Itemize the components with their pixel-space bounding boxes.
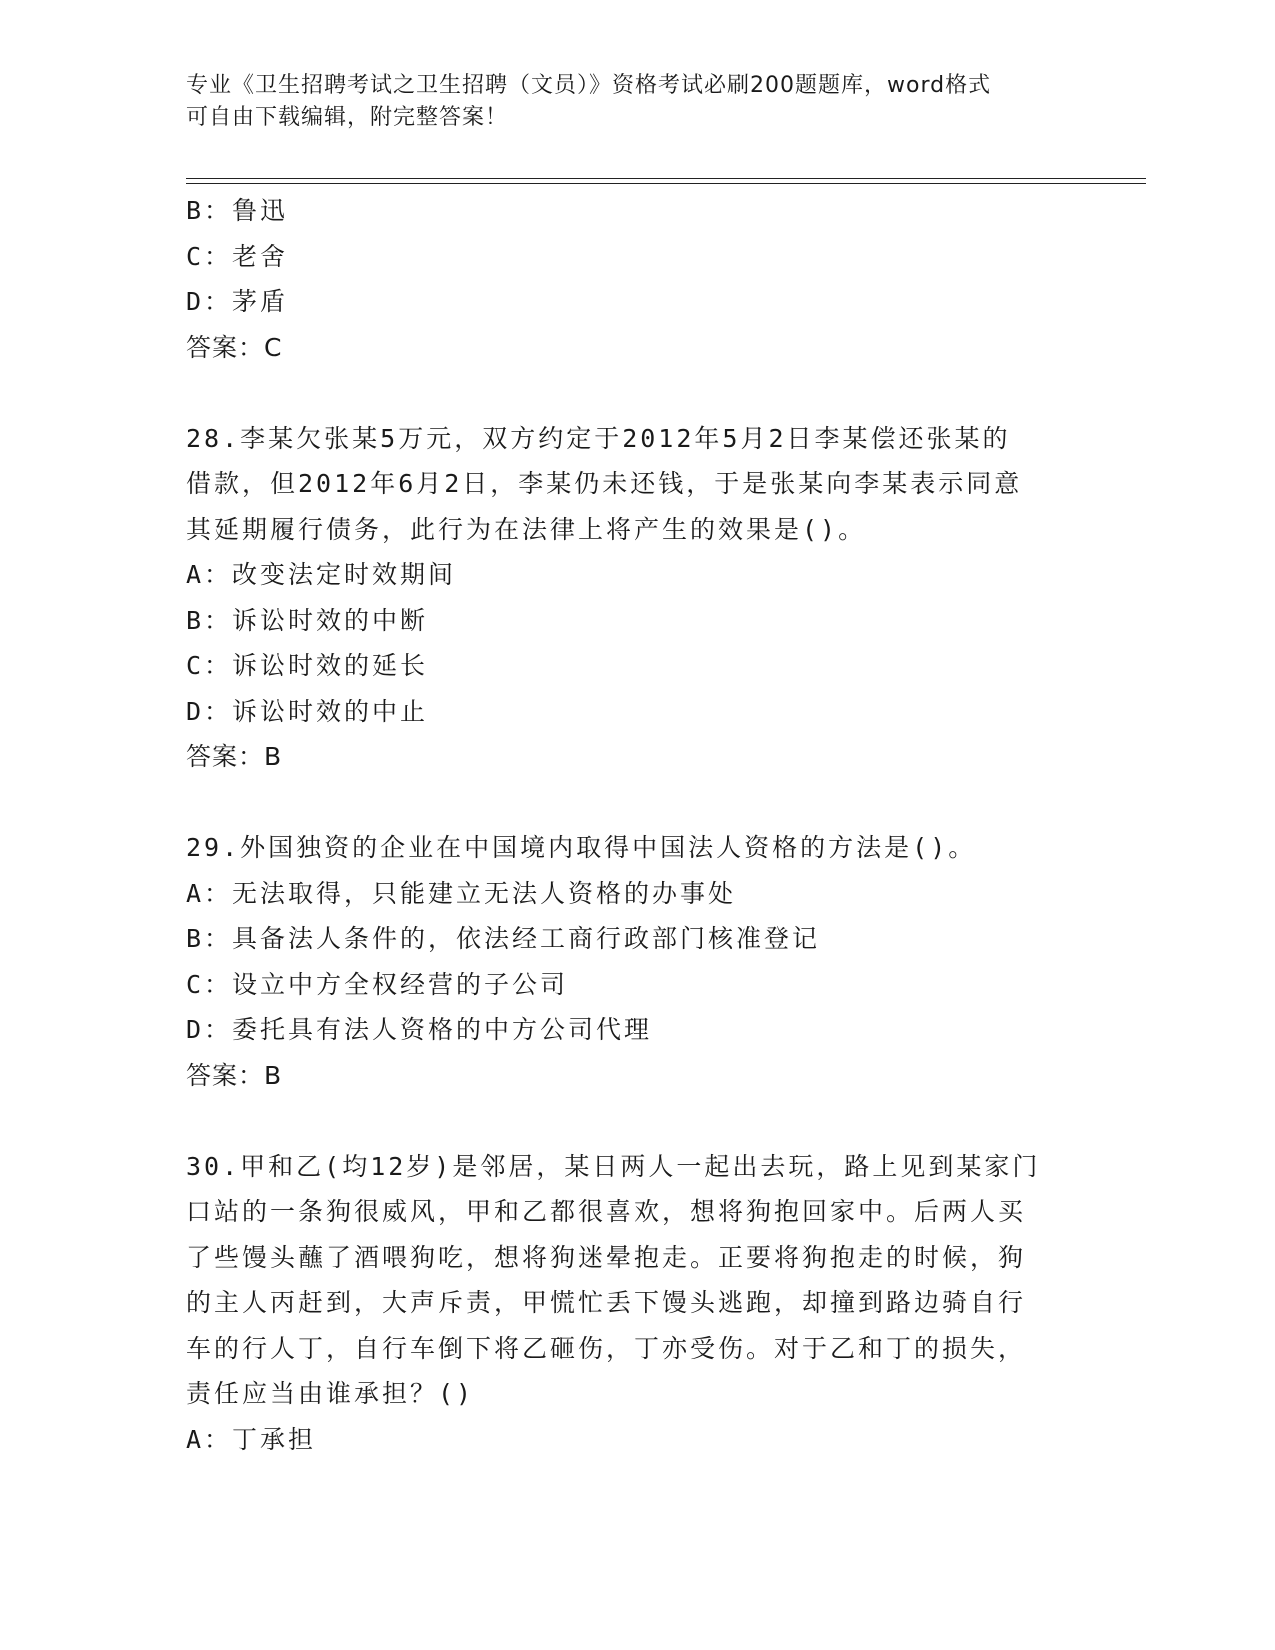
q28-question-line-3: 其延期履行债务，此行为在法律上将产生的效果是()。 bbox=[186, 514, 867, 544]
q29-answer: 答案：B bbox=[186, 1060, 283, 1090]
question-30 bbox=[186, 1144, 1086, 1463]
q30-question-line-4: 的主人丙赶到，大声斥责，甲慌忙丢下馒头逃跑，却撞到路边骑自行 bbox=[186, 1288, 1027, 1317]
header-title-line-1: 专业《卫生招聘考试之卫生招聘（文员）》资格考试必刷200题题库，word格式 bbox=[186, 73, 992, 98]
q28-option-c: C：诉讼时效的延长 bbox=[186, 651, 429, 680]
q29-question-line-1: 29.外国独资的企业在中国境内取得中国法人资格的方法是()。 bbox=[186, 833, 977, 862]
question-28 bbox=[186, 416, 1086, 780]
question-29 bbox=[186, 825, 1086, 1098]
q28-option-a: A：改变法定时效期间 bbox=[186, 560, 457, 589]
q28-question-line-1: 28.李某欠张某5万元，双方约定于2012年5月2日李某偿还张某的 bbox=[186, 423, 1011, 453]
header-title-line-2: 可自由下载编辑，附完整答案！ bbox=[186, 105, 509, 130]
page-header bbox=[186, 70, 1066, 134]
q30-question-line-3: 了些馒头蘸了酒喂狗吃，想将狗迷晕抱走。正要将狗抱走的时候，狗 bbox=[186, 1242, 1027, 1272]
q30-question-line-6: 责任应当由谁承担？() bbox=[186, 1379, 475, 1408]
q29-option-b: B：具备法人条件的，依法经工商行政部门核准登记 bbox=[186, 924, 821, 953]
q30-question-line-5: 车的行人丁，自行车倒下将乙砸伤，丁亦受伤。对于乙和丁的损失， bbox=[186, 1333, 1027, 1363]
q27-option-d: D：茅盾 bbox=[186, 287, 289, 316]
q30-question-line-1: 30.甲和乙(均12岁)是邻居，某日两人一起出去玩，路上见到某家门 bbox=[186, 1151, 1041, 1181]
q30-option-a: A：丁承担 bbox=[186, 1424, 317, 1454]
question-27 bbox=[186, 188, 1086, 370]
q29-option-c: C：设立中方全权经营的子公司 bbox=[186, 969, 569, 999]
q29-option-a: A：无法取得，只能建立无法人资格的办事处 bbox=[186, 878, 737, 908]
q28-option-b: B：诉讼时效的中断 bbox=[186, 605, 429, 635]
q30-question-line-2: 口站的一条狗很威风，甲和乙都很喜欢，想将狗抱回家中。后两人买 bbox=[186, 1197, 1027, 1226]
spacer bbox=[186, 370, 1086, 416]
spacer bbox=[186, 1098, 1086, 1144]
q27-answer: 答案：C bbox=[186, 332, 283, 362]
q28-option-d: D：诉讼时效的中止 bbox=[186, 696, 429, 726]
header-divider-bottom bbox=[186, 183, 1146, 184]
q27-option-b: B：鲁迅 bbox=[186, 196, 289, 225]
header-divider-top bbox=[186, 178, 1146, 179]
q28-question-line-2: 借款，但2012年6月2日，李某仍未还钱，于是张某向李某表示同意 bbox=[186, 469, 1023, 498]
document-body bbox=[186, 188, 1086, 1462]
q27-option-c: C：老舍 bbox=[186, 241, 289, 271]
spacer bbox=[186, 780, 1086, 826]
q29-option-d: D：委托具有法人资格的中方公司代理 bbox=[186, 1015, 653, 1044]
q28-answer: 答案：B bbox=[186, 742, 283, 771]
